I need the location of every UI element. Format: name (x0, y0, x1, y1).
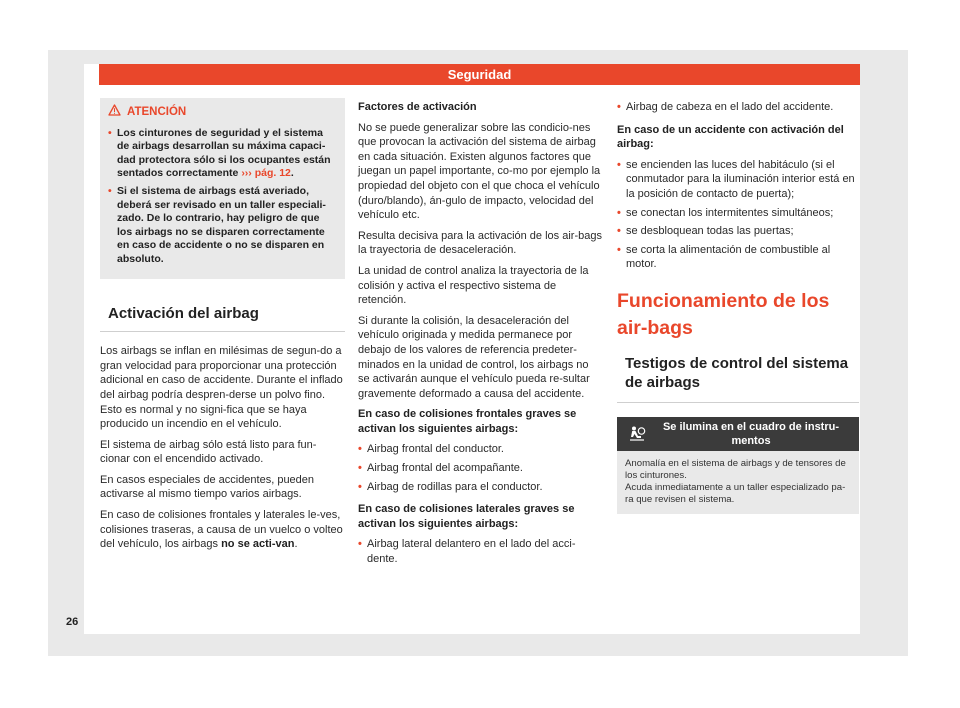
warning-header (108, 104, 337, 121)
paragraph: Resulta decisiva para la activación de los air-bags la trayectoria de desaceleración. (358, 229, 602, 257)
section-header-bar: Seguridad (99, 64, 860, 85)
list-item: • Airbag de rodillas para el conductor. (358, 480, 543, 493)
list-item: • Airbag frontal del conductor. (358, 443, 504, 456)
subheading-frontal: En caso de colisiones frontales graves se activan los siguientes airbags: (358, 408, 577, 435)
paragraph: En casos especiales de accidentes, pueden activarse al mismo tiempo varios airbags. (100, 473, 315, 501)
page-reference-link[interactable]: ››› pág. 12 (241, 167, 291, 180)
section-heading-activation: Activación del airbag (100, 307, 345, 333)
indicator-header (617, 417, 859, 451)
paragraph: Los airbags se inflan en milésimas de segun-do a gran velocidad para proporcionar una protección adicional en caso de accidente. Durante el inflado del airbag podría despren-derse un polvo fino. Esto es normal y no signi-fica que se haya producido un incendio en el vehículo. (100, 345, 343, 431)
warning-body (108, 127, 337, 267)
list-item: • Airbag lateral delantero en el lado del acci-dente. (358, 538, 576, 566)
warning-item: • Si el sistema de airbags está averiado, deberá ser revisado en un taller especiali-zado. De lo contrario, hay peligro de que los airbags no se disparen correctamente en caso de accidente o no se disparen en absoluto. (108, 184, 326, 265)
airbag-warning-icon (621, 426, 653, 442)
paragraph: La unidad de control analiza la trayectoria de la colisión y activa el respectivo sistema de retención. (358, 264, 589, 307)
subheading-lateral: En caso de colisiones laterales graves se activan los siguientes airbags: (358, 503, 575, 530)
indicator-box (617, 417, 859, 514)
column-1 (100, 98, 345, 558)
paragraph: En caso de colisiones frontales y laterales le-ves, colisiones traseras, a causa de un vuelco o volteo del vehículo, los airbags no se acti-van. (100, 509, 343, 551)
list-item: • Airbag de cabeza en el lado del accidente. (617, 101, 834, 113)
subheading-activation: En caso de un accidente con activación del airbag: (617, 123, 844, 151)
subheading-factors: Factores de activación (358, 101, 477, 113)
warning-triangle-icon (108, 104, 121, 121)
indicator-title: Se ilumina en el cuadro de instru-mentos (662, 420, 840, 447)
main-heading: Funcionamiento de los air-bags (617, 289, 830, 339)
list-item: • se conectan los intermitentes simultáneos; (617, 206, 834, 219)
list-item: • se corta la alimentación de combustible al motor. (617, 243, 831, 271)
paragraph: El sistema de airbag sólo está listo para fun-cionar con el encendido activado. (100, 438, 317, 466)
warning-box (100, 98, 345, 279)
paragraph: Si durante la colisión, la desaceleración del vehículo originada y medida permanece por debajo de los valores de referencia predeter-minados en la unidad de control, los airbags no se activarán aunque el vehículo pueda re-sultar gravemente deformado a causa del accidente. (358, 314, 590, 400)
paragraph: No se puede generalizar sobre las condicio-nes que provocan la activación del sistema de airbag en cada situación. Existen algunos factores que juegan un papel importante, co-mo por ejemplo la propiedad del objeto con el que choca el vehículo (duro/blando), án-gulo de impacto, velocidad del vehículo etc. (358, 121, 601, 222)
column-2 (358, 100, 602, 571)
indicator-description: Anomalía en el sistema de airbags y de tensores de los cinturones. Acuda inmediatamente a un taller especializado pa-ra que revisen el sistema. (625, 457, 846, 505)
warning-title: ATENCIÓN (127, 106, 187, 118)
list-item: • Airbag frontal del acompañante. (358, 462, 523, 475)
page-number: 26 (66, 616, 79, 628)
list-item: • se encienden las luces del habitáculo (si el conmutador para la iluminación interior está en la posición de contacto de puerta); (617, 158, 855, 200)
column-3 (617, 100, 859, 514)
list-item: • se desbloquean todas las puertas; (617, 225, 794, 238)
subheading-indicators: Testigos de control del sistema de airbags (617, 354, 859, 403)
warning-item: • Los cinturones de seguridad y el sistema de airbags desarrollan su máxima capaci-dad protectora sólo si los ocupantes están sentados correctamente ››› pág. 12. (108, 126, 331, 180)
